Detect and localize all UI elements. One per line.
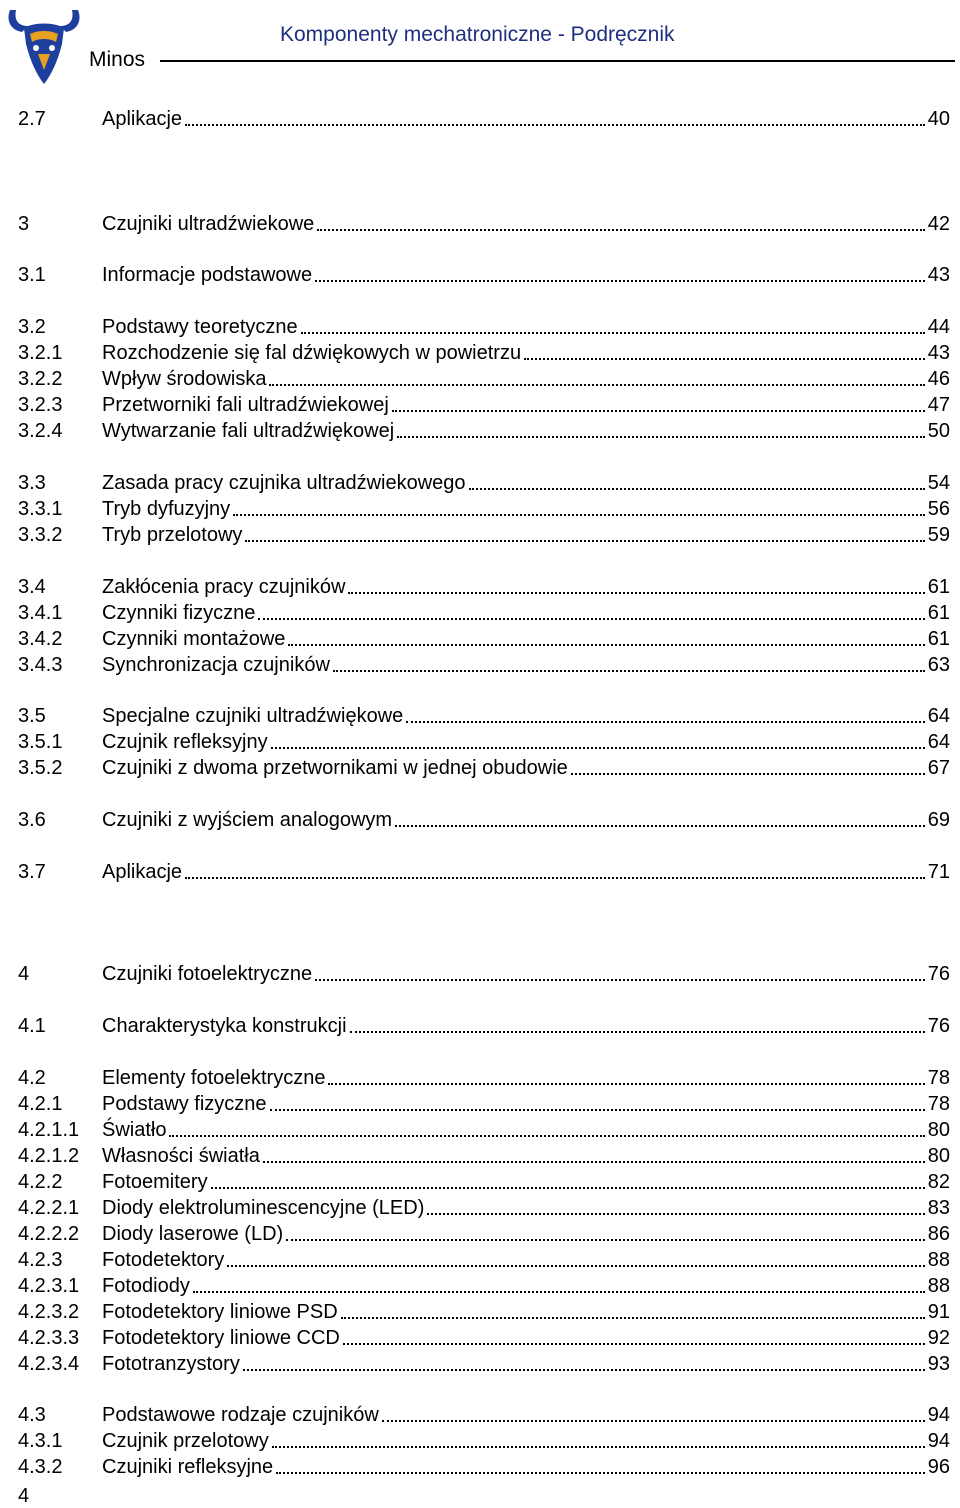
toc-entry-page: 78 xyxy=(927,1093,950,1115)
toc-entry xyxy=(18,1014,950,1038)
toc-entry-page: 42 xyxy=(927,213,950,235)
toc-entry xyxy=(18,1170,950,1194)
toc-entry-title: Charakterystyka konstrukcji xyxy=(102,1015,347,1037)
toc-entry-title: Czujniki fotoelektryczne xyxy=(102,963,313,985)
toc-entry xyxy=(18,315,950,339)
toc-entry-title: Fotoemitery xyxy=(102,1171,208,1193)
toc-entry-number: 3.4.1 xyxy=(18,602,63,624)
toc-entry-number: 4 xyxy=(18,963,30,985)
toc-entry-page: 83 xyxy=(927,1197,950,1219)
toc-entry-number: 3.4 xyxy=(18,576,46,598)
toc-entry-title: Czujniki z wyjściem analogowym xyxy=(102,809,393,831)
toc-entry-title: Diody laserowe (LD) xyxy=(102,1223,284,1245)
toc-entry xyxy=(18,653,950,677)
toc-entry-title: Czujniki ultradźwiekowe xyxy=(102,213,315,235)
toc-entry-page: 64 xyxy=(927,705,950,727)
toc-entry-title: Fotodetektory liniowe CCD xyxy=(102,1327,340,1349)
toc-entry-title: Fotodetektory xyxy=(102,1249,225,1271)
toc-entry-title: Specjalne czujniki ultradźwiękowe xyxy=(102,705,404,727)
toc-dot-leader xyxy=(193,1289,925,1293)
toc-entry-page: 61 xyxy=(927,602,950,624)
toc-entry-title: Zasada pracy czujnika ultradźwiekowego xyxy=(102,472,466,494)
toc-entry-title: Diody elektroluminescencyjne (LED) xyxy=(102,1197,425,1219)
toc-entry xyxy=(18,756,950,780)
toc-entry-title: Wpływ środowiska xyxy=(102,368,267,390)
toc-entry-number: 4.2.3.1 xyxy=(18,1275,80,1297)
toc-dot-leader xyxy=(350,1029,925,1033)
toc-entry-number: 4.2.3.2 xyxy=(18,1301,80,1323)
toc-entry xyxy=(18,860,950,884)
toc-entry-number: 4.2.3.3 xyxy=(18,1327,80,1349)
toc-entry-page: 50 xyxy=(927,420,950,442)
toc-entry xyxy=(18,1429,950,1453)
toc-dot-leader xyxy=(382,1418,925,1422)
toc-entry xyxy=(18,367,950,391)
toc-entry-title: Czynniki montażowe xyxy=(102,628,286,650)
toc-dot-leader xyxy=(427,1211,924,1215)
toc-entry xyxy=(18,730,950,754)
toc-entry-number: 3.2.4 xyxy=(18,420,63,442)
toc-dot-leader xyxy=(397,434,925,438)
toc-entry-number: 4.2.2.1 xyxy=(18,1197,80,1219)
toc-entry-title: Informacje podstawowe xyxy=(102,264,313,286)
toc-entry xyxy=(18,1118,950,1142)
toc-entry-page: 43 xyxy=(927,264,950,286)
toc-entry xyxy=(18,341,950,365)
toc-entry xyxy=(18,1326,950,1350)
toc-entry-page: 71 xyxy=(927,861,950,883)
toc-dot-leader xyxy=(211,1185,925,1189)
toc-entry xyxy=(18,1248,950,1272)
toc-entry-number: 3 xyxy=(18,213,30,235)
toc-entry xyxy=(18,1300,950,1324)
toc-dot-leader xyxy=(288,642,924,646)
toc-dot-leader xyxy=(243,1367,925,1371)
toc-entry xyxy=(18,575,950,599)
toc-entry-number: 3.2.3 xyxy=(18,394,63,416)
toc-entry-title: Tryb dyfuzyjny xyxy=(102,498,231,520)
toc-entry-page: 76 xyxy=(927,1015,950,1037)
toc-entry-number: 3.2.2 xyxy=(18,368,63,390)
toc-entry-page: 54 xyxy=(927,472,950,494)
toc-entry-page: 44 xyxy=(927,316,950,338)
toc-entry xyxy=(18,497,950,521)
toc-entry xyxy=(18,212,950,236)
toc-dot-leader xyxy=(245,538,924,542)
toc-entry-number: 3.4.2 xyxy=(18,628,63,650)
toc-entry-number: 4.2.3 xyxy=(18,1249,63,1271)
toc-dot-leader xyxy=(271,745,925,749)
toc-entry-number: 4.3.2 xyxy=(18,1456,63,1478)
toc-entry-title: Fototranzystory xyxy=(102,1353,240,1375)
toc-entry-number: 3.5.2 xyxy=(18,757,63,779)
toc-dot-leader xyxy=(272,1444,925,1448)
toc-entry xyxy=(18,1144,950,1168)
toc-entry-number: 3.4.3 xyxy=(18,654,63,676)
toc-entry xyxy=(18,1403,950,1427)
toc-entry-page: 80 xyxy=(927,1145,950,1167)
toc-entry xyxy=(18,1455,950,1479)
toc-entry-page: 88 xyxy=(927,1275,950,1297)
toc-dot-leader xyxy=(169,1133,924,1137)
toc-entry-title: Synchronizacja czujników xyxy=(102,654,330,676)
toc-entry-number: 4.2.2.2 xyxy=(18,1223,80,1245)
toc-entry-page: 78 xyxy=(927,1067,950,1089)
toc-entry-number: 4.3 xyxy=(18,1404,46,1426)
toc-dot-leader xyxy=(392,408,925,412)
toc-dot-leader xyxy=(317,227,924,231)
toc-entry-page: 43 xyxy=(927,342,950,364)
toc-entry-page: 80 xyxy=(927,1119,950,1141)
toc-entry-page: 61 xyxy=(927,628,950,650)
toc-entry xyxy=(18,1352,950,1376)
toc-dot-leader xyxy=(233,512,925,516)
toc-entry-title: Fotodiody xyxy=(102,1275,190,1297)
toc-entry-number: 4.3.1 xyxy=(18,1430,63,1452)
toc-dot-leader xyxy=(270,1107,925,1111)
toc-entry xyxy=(18,471,950,495)
toc-entry-number: 4.2.3.4 xyxy=(18,1353,80,1375)
toc-dot-leader xyxy=(227,1263,924,1267)
toc-dot-leader xyxy=(343,1341,925,1345)
toc-entry-page: 76 xyxy=(927,963,950,985)
toc-entry-number: 3.3 xyxy=(18,472,46,494)
toc-entry-title: Podstawowe rodzaje czujników xyxy=(102,1404,379,1426)
toc-entry xyxy=(18,523,950,547)
toc-entry xyxy=(18,263,950,287)
toc-entry-title: Czynniki fizyczne xyxy=(102,602,256,624)
toc-dot-leader xyxy=(185,122,925,126)
toc-entry-number: 3.3.1 xyxy=(18,498,63,520)
toc-dot-leader xyxy=(333,668,925,672)
toc-dot-leader xyxy=(571,771,925,775)
toc-entry-number: 3.5 xyxy=(18,705,46,727)
toc-dot-leader xyxy=(524,356,925,360)
toc-entry xyxy=(18,419,950,443)
toc-entry-number: 4.1 xyxy=(18,1015,46,1037)
toc-entry-title: Elementy fotoelektryczne xyxy=(102,1067,326,1089)
toc-entry-title: Własności światła xyxy=(102,1145,260,1167)
toc-entry-title: Zakłócenia pracy czujników xyxy=(102,576,346,598)
toc-entry-number: 4.2.1.1 xyxy=(18,1119,80,1141)
toc-entry-page: 56 xyxy=(927,498,950,520)
toc-entry-page: 82 xyxy=(927,1171,950,1193)
toc-entry-page: 86 xyxy=(927,1223,950,1245)
toc-entry-page: 91 xyxy=(927,1301,950,1323)
toc-entry-page: 94 xyxy=(927,1404,950,1426)
toc-entry xyxy=(18,601,950,625)
toc-entry-page: 96 xyxy=(927,1456,950,1478)
toc-dot-leader xyxy=(406,719,924,723)
toc-dot-leader xyxy=(348,590,924,594)
toc-dot-leader xyxy=(328,1081,924,1085)
toc-dot-leader xyxy=(395,823,925,827)
toc-entry-title: Czujnik przelotowy xyxy=(102,1430,269,1452)
toc-entry-number: 4.2.1.2 xyxy=(18,1145,80,1167)
toc-entry-page: 93 xyxy=(927,1353,950,1375)
toc-entry-number: 4.2.1 xyxy=(18,1093,63,1115)
toc-entry xyxy=(18,1092,950,1116)
toc-entry-title: Tryb przelotowy xyxy=(102,524,243,546)
toc-dot-leader xyxy=(269,382,924,386)
toc-dot-leader xyxy=(469,486,925,490)
toc-entry-title: Czujniki z dwoma przetwornikami w jednej obudowie xyxy=(102,757,568,779)
toc-entry xyxy=(18,962,950,986)
toc-entry-number: 3.1 xyxy=(18,264,46,286)
toc-entry-number: 4.2.2 xyxy=(18,1171,63,1193)
toc-entry xyxy=(18,393,950,417)
toc-entry-number: 3.6 xyxy=(18,809,46,831)
toc-entry-title: Rozchodzenie się fal dźwiękowych w powietrzu xyxy=(102,342,522,364)
toc-entry-title: Czujnik refleksyjny xyxy=(102,731,268,753)
toc-entry xyxy=(18,107,950,131)
toc-dot-leader xyxy=(258,616,924,620)
toc-entry-title: Fotodetektory liniowe PSD xyxy=(102,1301,338,1323)
toc-dot-leader xyxy=(263,1159,925,1163)
toc-entry-number: 3.2.1 xyxy=(18,342,63,364)
toc-entry-number: 3.5.1 xyxy=(18,731,63,753)
toc-entry xyxy=(18,704,950,728)
toc-dot-leader xyxy=(185,875,925,879)
toc-entry-page: 40 xyxy=(927,108,950,130)
toc-entry-number: 2.7 xyxy=(18,108,46,130)
toc-entry-number: 3.3.2 xyxy=(18,524,63,546)
toc-entry-number: 4.2 xyxy=(18,1067,46,1089)
toc-entry-title: Aplikacje xyxy=(102,108,183,130)
toc-dot-leader xyxy=(315,278,925,282)
toc-entry xyxy=(18,1196,950,1220)
toc-entry-page: 61 xyxy=(927,576,950,598)
toc-entry-title: Podstawy teoretyczne xyxy=(102,316,298,338)
toc-entry xyxy=(18,1222,950,1246)
toc-entry-page: 46 xyxy=(927,368,950,390)
toc-dot-leader xyxy=(301,330,925,334)
toc-entry-number: 3.2 xyxy=(18,316,46,338)
toc-entry-page: 59 xyxy=(927,524,950,546)
toc-entry xyxy=(18,808,950,832)
toc-entry-page: 94 xyxy=(927,1430,950,1452)
toc-entry-page: 47 xyxy=(927,394,950,416)
brand-name: Minos xyxy=(89,48,146,71)
toc-entry xyxy=(18,627,950,651)
document-title: Komponenty mechatroniczne - Podręcznik xyxy=(280,23,675,46)
toc-entry-title: Aplikacje xyxy=(102,861,183,883)
toc-dot-leader xyxy=(276,1470,925,1474)
toc-dot-leader xyxy=(286,1237,925,1241)
toc-entry-title: Przetworniki fali ultradźwiekowej xyxy=(102,394,389,416)
toc-entry-page: 64 xyxy=(927,731,950,753)
toc-entry-page: 88 xyxy=(927,1249,950,1271)
toc-entry-title: Wytwarzanie fali ultradźwiękowej xyxy=(102,420,395,442)
toc-entry-number: 3.7 xyxy=(18,861,46,883)
toc-entry-page: 92 xyxy=(927,1327,950,1349)
page-number: 4 xyxy=(18,1485,30,1507)
toc-entry xyxy=(18,1274,950,1298)
toc-entry-page: 63 xyxy=(927,654,950,676)
toc-entry xyxy=(18,1066,950,1090)
toc-entry-title: Światło xyxy=(102,1119,167,1141)
toc-entry-title: Czujniki refleksyjne xyxy=(102,1456,274,1478)
toc-dot-leader xyxy=(315,977,925,981)
toc-entry-page: 69 xyxy=(927,809,950,831)
toc-entry-title: Podstawy fizyczne xyxy=(102,1093,267,1115)
toc-entry-page: 67 xyxy=(927,757,950,779)
toc-dot-leader xyxy=(341,1315,925,1319)
